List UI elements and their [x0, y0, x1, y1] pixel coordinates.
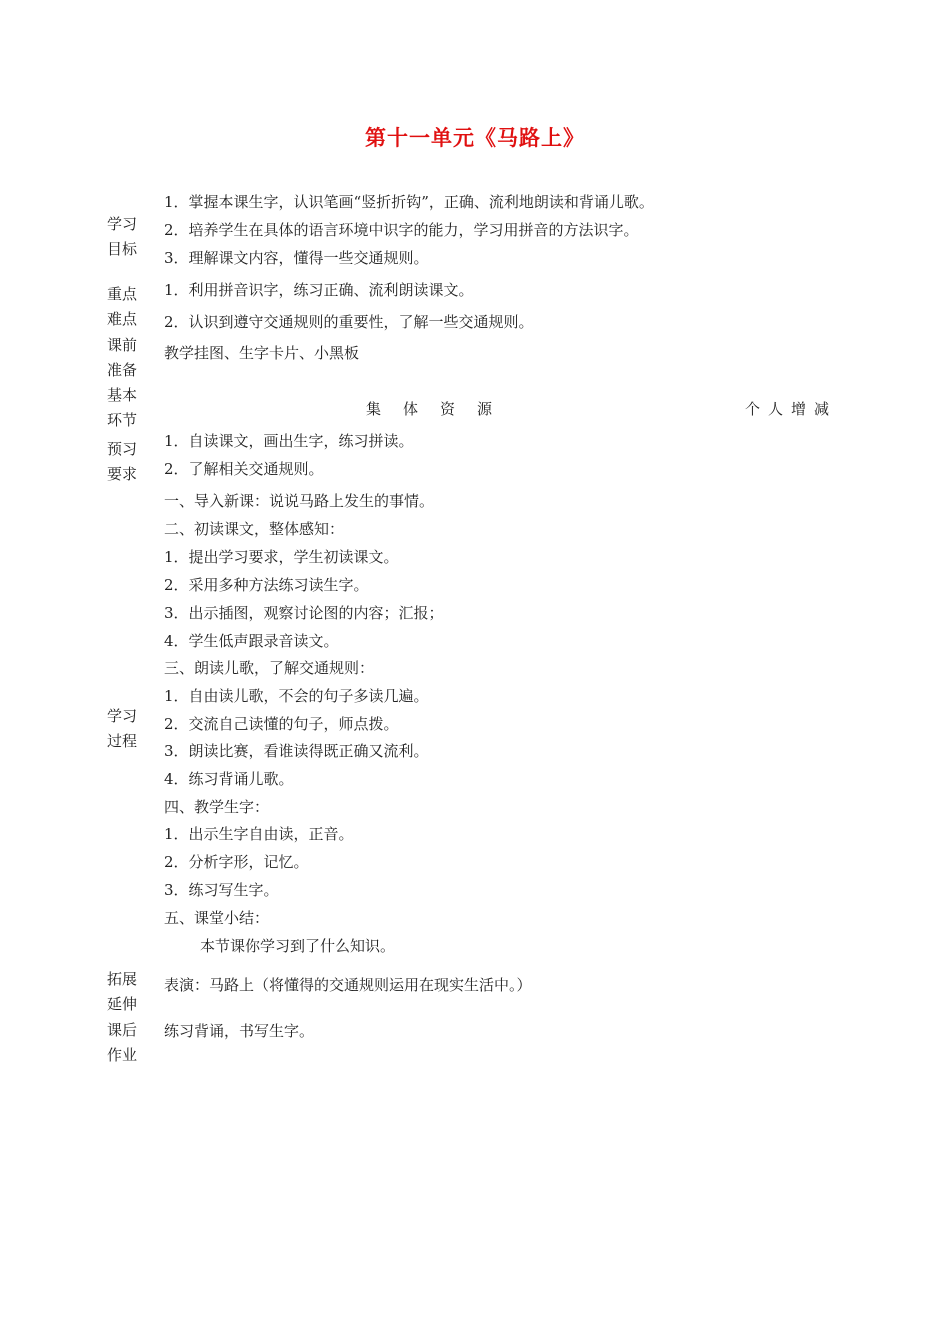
- process-item: 二、初读课文，整体感知：: [164, 520, 345, 538]
- process-item: 一、导入新课：说说马路上发生的事情。: [164, 492, 435, 510]
- label-line: 基本: [107, 386, 138, 404]
- label-line: 作业: [107, 1046, 138, 1064]
- objective-item: 3．理解课文内容，懂得一些交通规则。: [164, 249, 429, 267]
- process-item: 三、朗读儿歌，了解交通规则：: [164, 659, 375, 677]
- label-line: 要求: [107, 465, 138, 483]
- process-label: [107, 704, 147, 754]
- label-line: 预习: [107, 440, 138, 458]
- label-line: 课前: [107, 336, 138, 354]
- label-line: 重点: [107, 285, 138, 303]
- label-line: 学习: [107, 215, 138, 233]
- key-point-item: 2．认识到遵守交通规则的重要性，了解一些交通规则。: [164, 313, 534, 331]
- homework-text: 练习背诵，书写生字。: [164, 1022, 315, 1040]
- homework-label: [107, 1018, 147, 1068]
- process-item: 1．自由读儿歌，不会的句子多读几遍。: [164, 687, 429, 705]
- objective-item: 1．掌握本课生字，认识笔画“竖折折钩”，正确、流利地朗读和背诵儿歌。: [164, 193, 654, 211]
- process-item: 2．交流自己读懂的句子，师点拨。: [164, 715, 399, 733]
- extension-label: [107, 967, 147, 1017]
- label-line: 拓展: [107, 970, 138, 988]
- objective-item: 2．培养学生在具体的语言环境中识字的能力，学习用拼音的方法识字。: [164, 221, 639, 239]
- process-item: 2．分析字形，记忆。: [164, 853, 309, 871]
- label-line: 过程: [107, 732, 138, 750]
- process-item: 3．出示插图，观察讨论图的内容；汇报；: [164, 604, 444, 622]
- preview-label: [107, 437, 147, 487]
- page-title: 第十一单元《马路上》: [365, 126, 585, 150]
- process-item: 本节课你学习到了什么知识。: [200, 937, 396, 955]
- label-line: 学习: [107, 707, 138, 725]
- objectives-label: [107, 212, 147, 262]
- label-line: 目标: [107, 240, 138, 258]
- key-point-item: 1．利用拼音识字，练习正确、流利朗读课文。: [164, 281, 474, 299]
- label-line: 延伸: [107, 995, 138, 1013]
- process-item: 1．提出学习要求，学生初读课文。: [164, 548, 399, 566]
- process-item: 五、课堂小结：: [164, 909, 270, 927]
- process-item: 1．出示生字自由读，正音。: [164, 825, 354, 843]
- process-item: 四、教学生字：: [164, 798, 270, 816]
- extension-text: 表演：马路上（将懂得的交通规则运用在现实生活中。）: [164, 976, 532, 994]
- label-line: 环节: [107, 411, 138, 429]
- process-item: 4．学生低声跟录音读文。: [164, 632, 339, 650]
- collective-resources-header: 集体资源: [366, 400, 515, 418]
- preview-item: 1．自读课文，画出生字，练习拼读。: [164, 432, 414, 450]
- process-item: 3．朗读比赛，看谁读得既正确又流利。: [164, 742, 429, 760]
- label-line: 准备: [107, 361, 138, 379]
- preview-item: 2．了解相关交通规则。: [164, 460, 324, 478]
- process-item: 2．采用多种方法练习读生字。: [164, 576, 369, 594]
- key-points-label: [107, 282, 147, 332]
- process-item: 4．练习背诵儿歌。: [164, 770, 294, 788]
- preparation-label: [107, 333, 147, 383]
- process-item: 3．练习写生字。: [164, 881, 279, 899]
- personal-adjustments-header: 个人增减: [745, 400, 838, 418]
- basic-label: [107, 383, 147, 433]
- label-line: 难点: [107, 310, 138, 328]
- preparation-text: 教学挂图、生字卡片、小黑板: [164, 344, 360, 362]
- label-line: 课后: [107, 1021, 138, 1039]
